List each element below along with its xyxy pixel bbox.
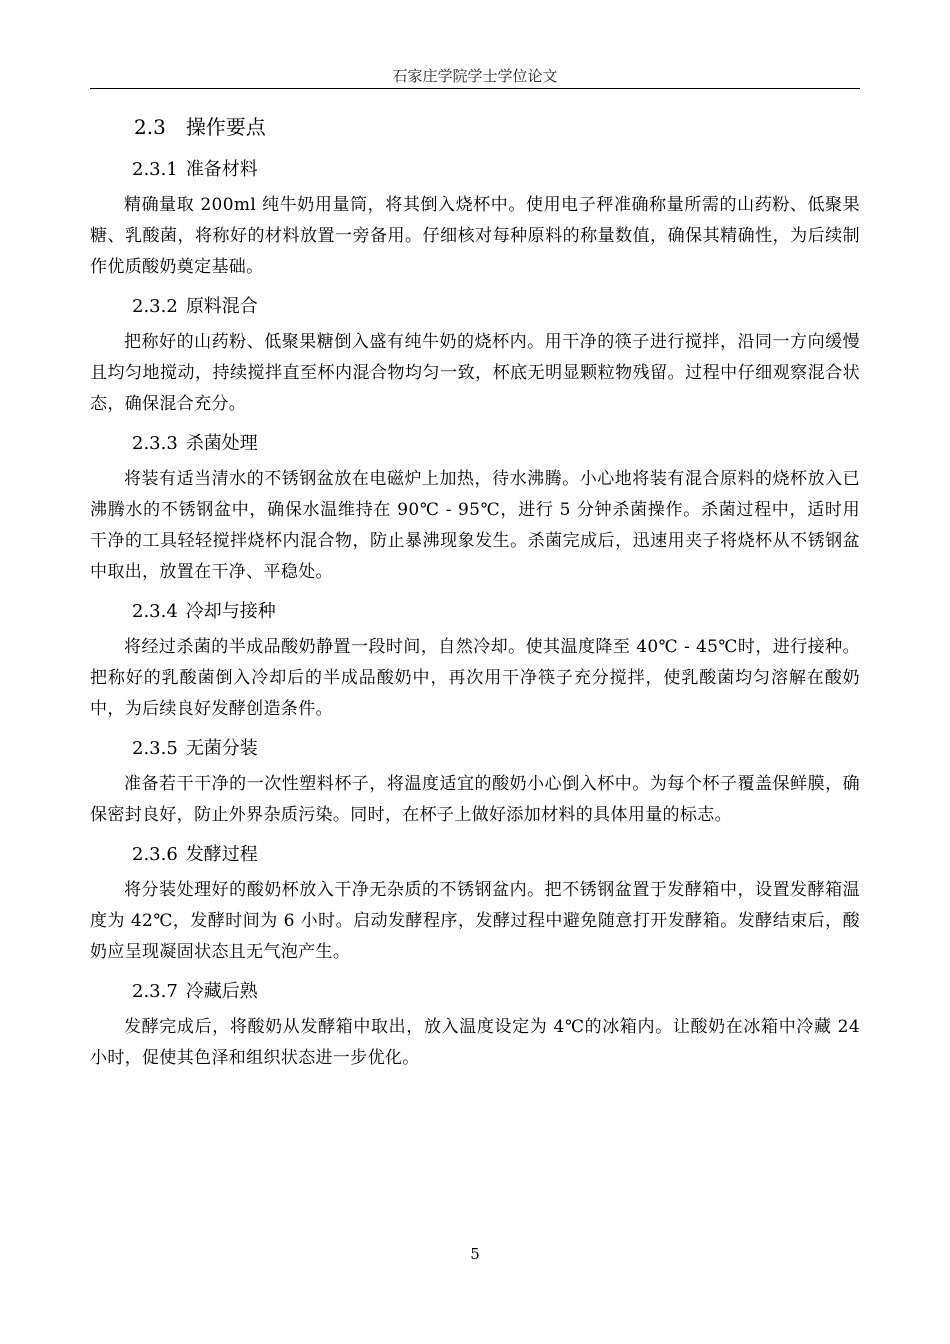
subsection — [90, 293, 860, 420]
paragraph: 精确量取 200ml 纯牛奶用量筒，将其倒入烧杯中。使用电子秤准确称量所需的山药粉、低聚果糖、乳酸菌，将称好的材料放置一旁备用。仔细核对每种原料的称量数值，确保其精确性，为后续制作优质酸奶奠定基础。 — [90, 195, 860, 277]
running-header: 石家庄学院学士学位论文 — [90, 66, 860, 89]
subsection-heading — [132, 598, 860, 626]
subsection-number: 2.3.1 — [132, 159, 178, 180]
subsection — [90, 156, 860, 283]
subsection-heading — [132, 430, 860, 458]
paragraph: 将经过杀菌的半成品酸奶静置一段时间，自然冷却。使其温度降至 40℃ - 45℃时，进行接种。把称好的乳酸菌倒入冷却后的半成品酸奶中，再次用干净筷子充分搅拌，使乳酸菌均匀溶解在酸奶中，为后续良好发酵创造条件。 — [90, 637, 860, 719]
subsection-heading — [132, 841, 860, 869]
subsection-heading — [132, 735, 860, 763]
section-title: 操作要点 — [185, 115, 266, 139]
subsection-title: 准备材料 — [185, 159, 258, 180]
subsection-title: 无菌分装 — [185, 738, 258, 759]
subsection-number: 2.3.2 — [132, 296, 178, 317]
subsection — [90, 841, 860, 968]
page-number: 5 — [470, 1245, 480, 1263]
subsection-number: 2.3.5 — [132, 738, 178, 759]
subsection-number: 2.3.7 — [132, 981, 178, 1002]
subsection-title: 冷却与接种 — [185, 601, 276, 622]
paragraph: 发酵完成后，将酸奶从发酵箱中取出，放入温度设定为 4℃的冰箱内。让酸奶在冰箱中冷藏 24 小时，促使其色泽和组织状态进一步优化。 — [90, 1017, 860, 1068]
subsection-number: 2.3.3 — [132, 433, 178, 454]
subsection — [90, 598, 860, 725]
subsection — [90, 735, 860, 831]
subsection — [90, 430, 860, 588]
paragraph: 准备若干干净的一次性塑料杯子，将温度适宜的酸奶小心倒入杯中。为每个杯子覆盖保鲜膜，确保密封良好，防止外界杂质污染。同时，在杯子上做好添加材料的具体用量的标志。 — [90, 774, 860, 825]
subsection-title: 原料混合 — [185, 296, 258, 317]
paragraph: 将分装处理好的酸奶杯放入干净无杂质的不锈钢盆内。把不锈钢盆置于发酵箱中，设置发酵箱温度为 42℃，发酵时间为 6 小时。启动发酵程序，发酵过程中避免随意打开发酵箱。发酵结束后，酸奶应呈现凝固状态且无气泡产生。 — [90, 880, 860, 962]
main-content — [90, 112, 860, 1084]
subsection-title: 杀菌处理 — [185, 433, 258, 454]
section-heading — [134, 112, 860, 142]
subsection-title: 冷藏后熟 — [185, 981, 258, 1002]
section-number: 2.3 — [134, 115, 166, 139]
paragraph: 把称好的山药粉、低聚果糖倒入盛有纯牛奶的烧杯内。用干净的筷子进行搅拌，沿同一方向缓慢且均匀地搅动，持续搅拌直至杯内混合物均匀一致，杯底无明显颗粒物残留。过程中仔细观察混合状态，确保混合充分。 — [90, 332, 860, 414]
subsection-heading — [132, 978, 860, 1006]
subsection — [90, 978, 860, 1074]
subsection-heading — [132, 156, 860, 184]
subsection-number: 2.3.6 — [132, 844, 178, 865]
subsection-heading — [132, 293, 860, 321]
paragraph: 将装有适当清水的不锈钢盆放在电磁炉上加热，待水沸腾。小心地将装有混合原料的烧杯放入已沸腾水的不锈钢盆中，确保水温维持在 90℃ - 95℃，进行 5 分钟杀菌操作。杀菌过程中，适时用干净的工具轻轻搅拌烧杯内混合物，防止暴沸现象发生。杀菌完成后，迅速用夹子将烧杯从不锈钢盆中取出，放置在干净、平稳处。 — [90, 469, 860, 582]
subsection-number: 2.3.4 — [132, 601, 178, 622]
subsection-title: 发酵过程 — [185, 844, 258, 865]
